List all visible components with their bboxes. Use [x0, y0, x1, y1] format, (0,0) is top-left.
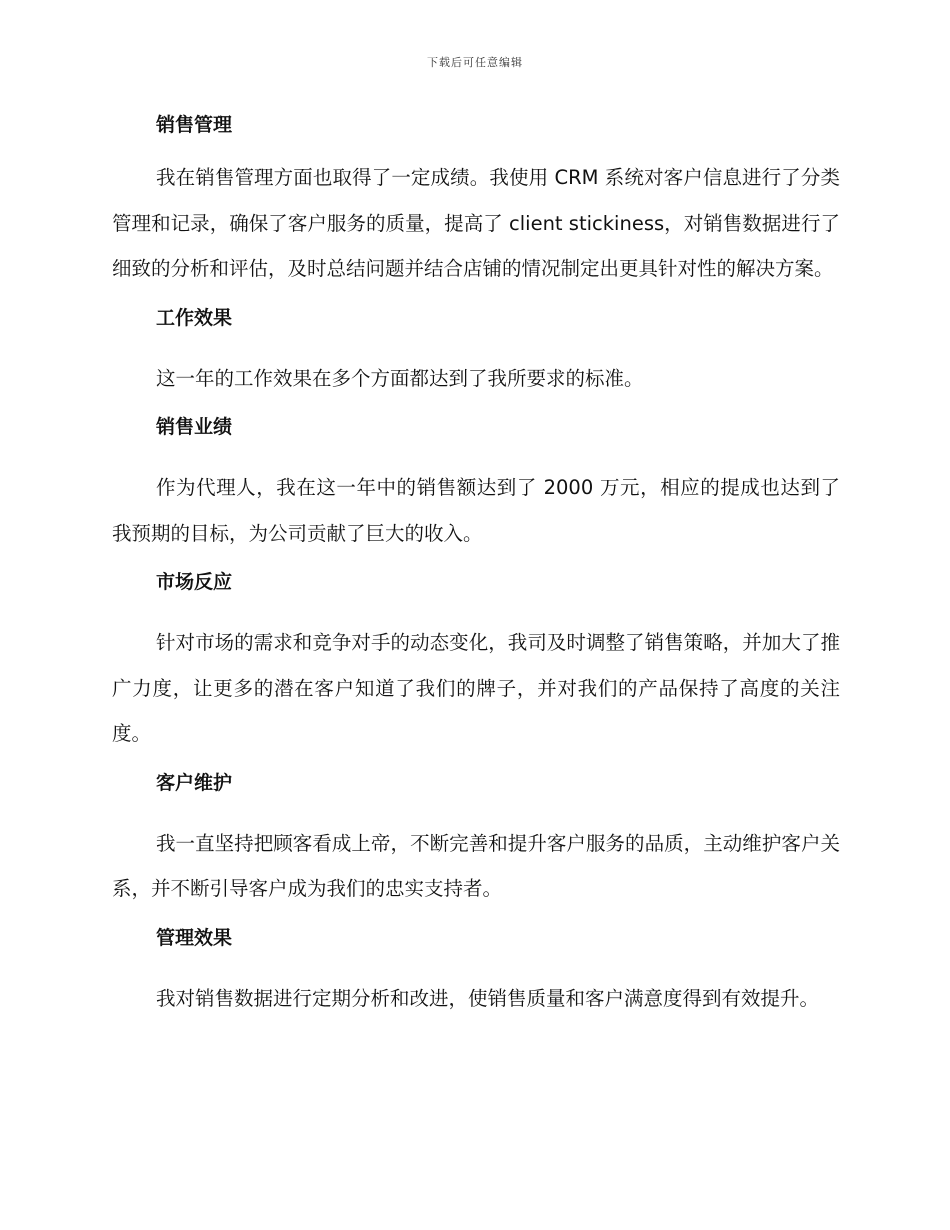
section-heading: 市场反应 [156, 571, 233, 593]
section-sales-performance [112, 413, 840, 556]
section-customer-maintenance [112, 769, 840, 912]
section-paragraph: 针对市场的需求和竞争对手的动态变化，我司及时调整了销售策略，并加大了推广力度，让更多的潜在客户知道了我们的牌子，并对我们的产品保持了高度的关注度。 [112, 631, 840, 745]
section-work-results [112, 304, 840, 402]
section-management-results [112, 924, 840, 1022]
header-note: 下载后可任意编辑 [427, 56, 523, 69]
section-heading: 客户维护 [156, 771, 233, 794]
section-paragraph: 作为代理人，我在这一年中的销售额达到了 2000 万元，相应的提成也达到了我预期的目标，为公司贡献了巨大的收入。 [112, 476, 840, 545]
section-paragraph: 我在销售管理方面也取得了一定成绩。我使用 CRM 系统对客户信息进行了分类管理和记录，确保了客户服务的质量，提高了 client stickiness，对销售数据进行了细致的分析和评估，及时总结问题并结合店铺的情况制定出更具针对性的解决方案。 [112, 166, 840, 280]
section-market-response [112, 568, 840, 757]
section-paragraph: 我对销售数据进行定期分析和改进，使销售质量和客户满意度得到有效提升。 [156, 986, 820, 1010]
section-paragraph: 我一直坚持把顾客看成上帝，不断完善和提升客户服务的品质，主动维护客户关系，并不断引导客户成为我们的忠实支持者。 [112, 831, 840, 900]
section-heading: 销售业绩 [156, 416, 233, 438]
document-body [112, 111, 840, 1033]
section-heading: 销售管理 [156, 114, 233, 136]
section-heading: 工作效果 [156, 306, 233, 329]
section-heading: 管理效果 [156, 926, 233, 949]
section-sales-management [112, 111, 840, 292]
section-paragraph: 这一年的工作效果在多个方面都达到了我所要求的标准。 [156, 366, 644, 390]
